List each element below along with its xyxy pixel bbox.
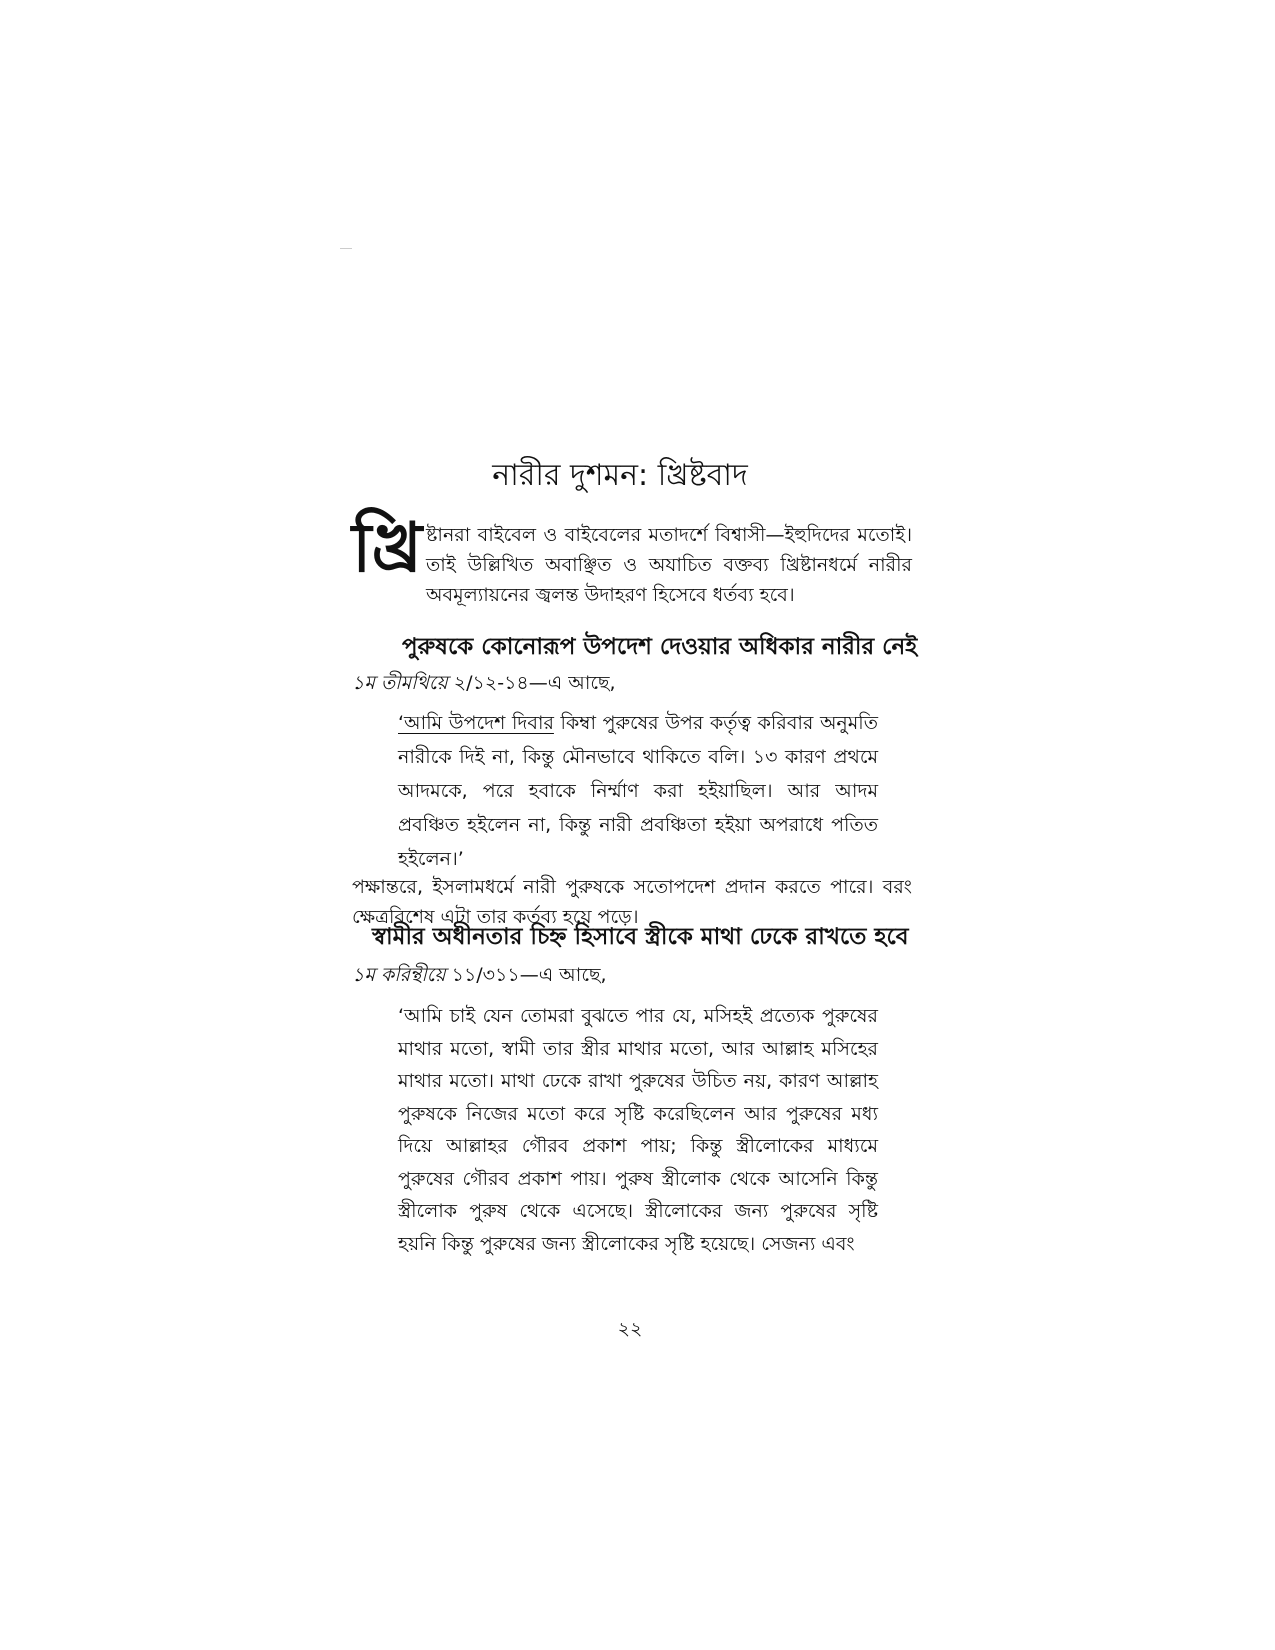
- scripture-reference-corinthians: [352, 960, 607, 990]
- quote-text: কিম্বা পুরুষের উপর কর্তৃত্ব করিবার অনুমতি নারীকে দিই না, কিন্তু মৌনভাবে থাকিতে বলি। ১৩ কারণ প্রথমে আদমকে, পরে হবাকে নির্ম্মাণ করা হইয়াছিল। আর আদম প্রবঞ্চিত হইলেন না, কিন্তু নারী প্রবঞ্চিতা হইয়া অপরাধে পতিত হইলেন।’: [398, 712, 878, 870]
- section-heading-head-covering: স্বামীর অধীনতার চিহ্ন হিসাবে স্ত্রীকে মাথা ঢেকে রাখতে হবে: [372, 924, 909, 950]
- reference-verse: ২/১২-১৪—এ আছে,: [447, 672, 616, 694]
- intro-paragraph: [352, 509, 912, 610]
- reference-book: ১ম তীমথিয়ে: [352, 672, 448, 694]
- drop-cap: খ্রি: [352, 509, 423, 588]
- scripture-quote-corinthians: ‘আমি চাই যেন তোমরা বুঝতে পার যে, মসিহই প্রত্যেক পুরুষের মাথার মতো, স্বামী তার স্ত্রীর মাথার মতো, আর আল্লাহ মসিহের মাথার মতো। মাথা ঢেকে রাখা পুরুষের উচিত নয়, কারণ আল্লাহ পুরুষকে নিজের মতো করে সৃষ্টি করেছিলেন আর পুরুষের মধ্য দিয়ে আল্লাহর গৌরব প্রকাশ পায়; কিন্তু স্ত্রীলোকের মাধ্যমে পুরুষের গৌরব প্রকাশ পায়। পুরুষ স্ত্রীলোক থেকে আসেনি কিন্তু স্ত্রীলোক পুরুষ থেকে এসেছে। স্ত্রীলোকের জন্য পুরুষের সৃষ্টি হয়নি কিন্তু পুরুষের জন্য স্ত্রীলোকের সৃষ্টি হয়েছে। সেজন্য এবং: [398, 1005, 878, 1255]
- page-number: ২২: [617, 1318, 643, 1340]
- commentary-paragraph: পক্ষান্তরে, ইসলামধর্মে নারী পুরুষকে সতোপদেশ প্রদান করতে পারে। বরং ক্ষেত্রবিশেষ এটা তার কর্তব্য হয়ে পড়ে।: [352, 876, 912, 928]
- scripture-reference-timothy: [352, 668, 616, 698]
- intro-text: ষ্টানরা বাইবেল ও বাইবেলের মতাদর্শে বিশ্বাসী—ইহুদিদের মতোই। তাই উল্লিখিত অবাঞ্ছিত ও অযাচিত বক্তব্য খ্রিষ্টানধর্মে নারীর অবমূল্যায়নের জ্বলন্ত উদাহরণ হিসেবে ধর্তব্য হবে।: [426, 524, 912, 606]
- page-title: নারীর দুশমন: খ্রিষ্টবাদ: [492, 458, 748, 493]
- reference-verse: ১১/৩১১—এ আছে,: [445, 964, 607, 986]
- underlined-phrase: ‘আমি উপদেশ দিবার: [398, 712, 554, 734]
- reference-book: ১ম করিন্থীয়ে: [352, 964, 446, 986]
- section-heading-advice: পুরুষকে কোনোরূপ উপদেশ দেওয়ার অধিকার নারীর নেই: [402, 634, 918, 660]
- scripture-quote-timothy: [398, 706, 878, 876]
- scan-speck: [340, 248, 352, 249]
